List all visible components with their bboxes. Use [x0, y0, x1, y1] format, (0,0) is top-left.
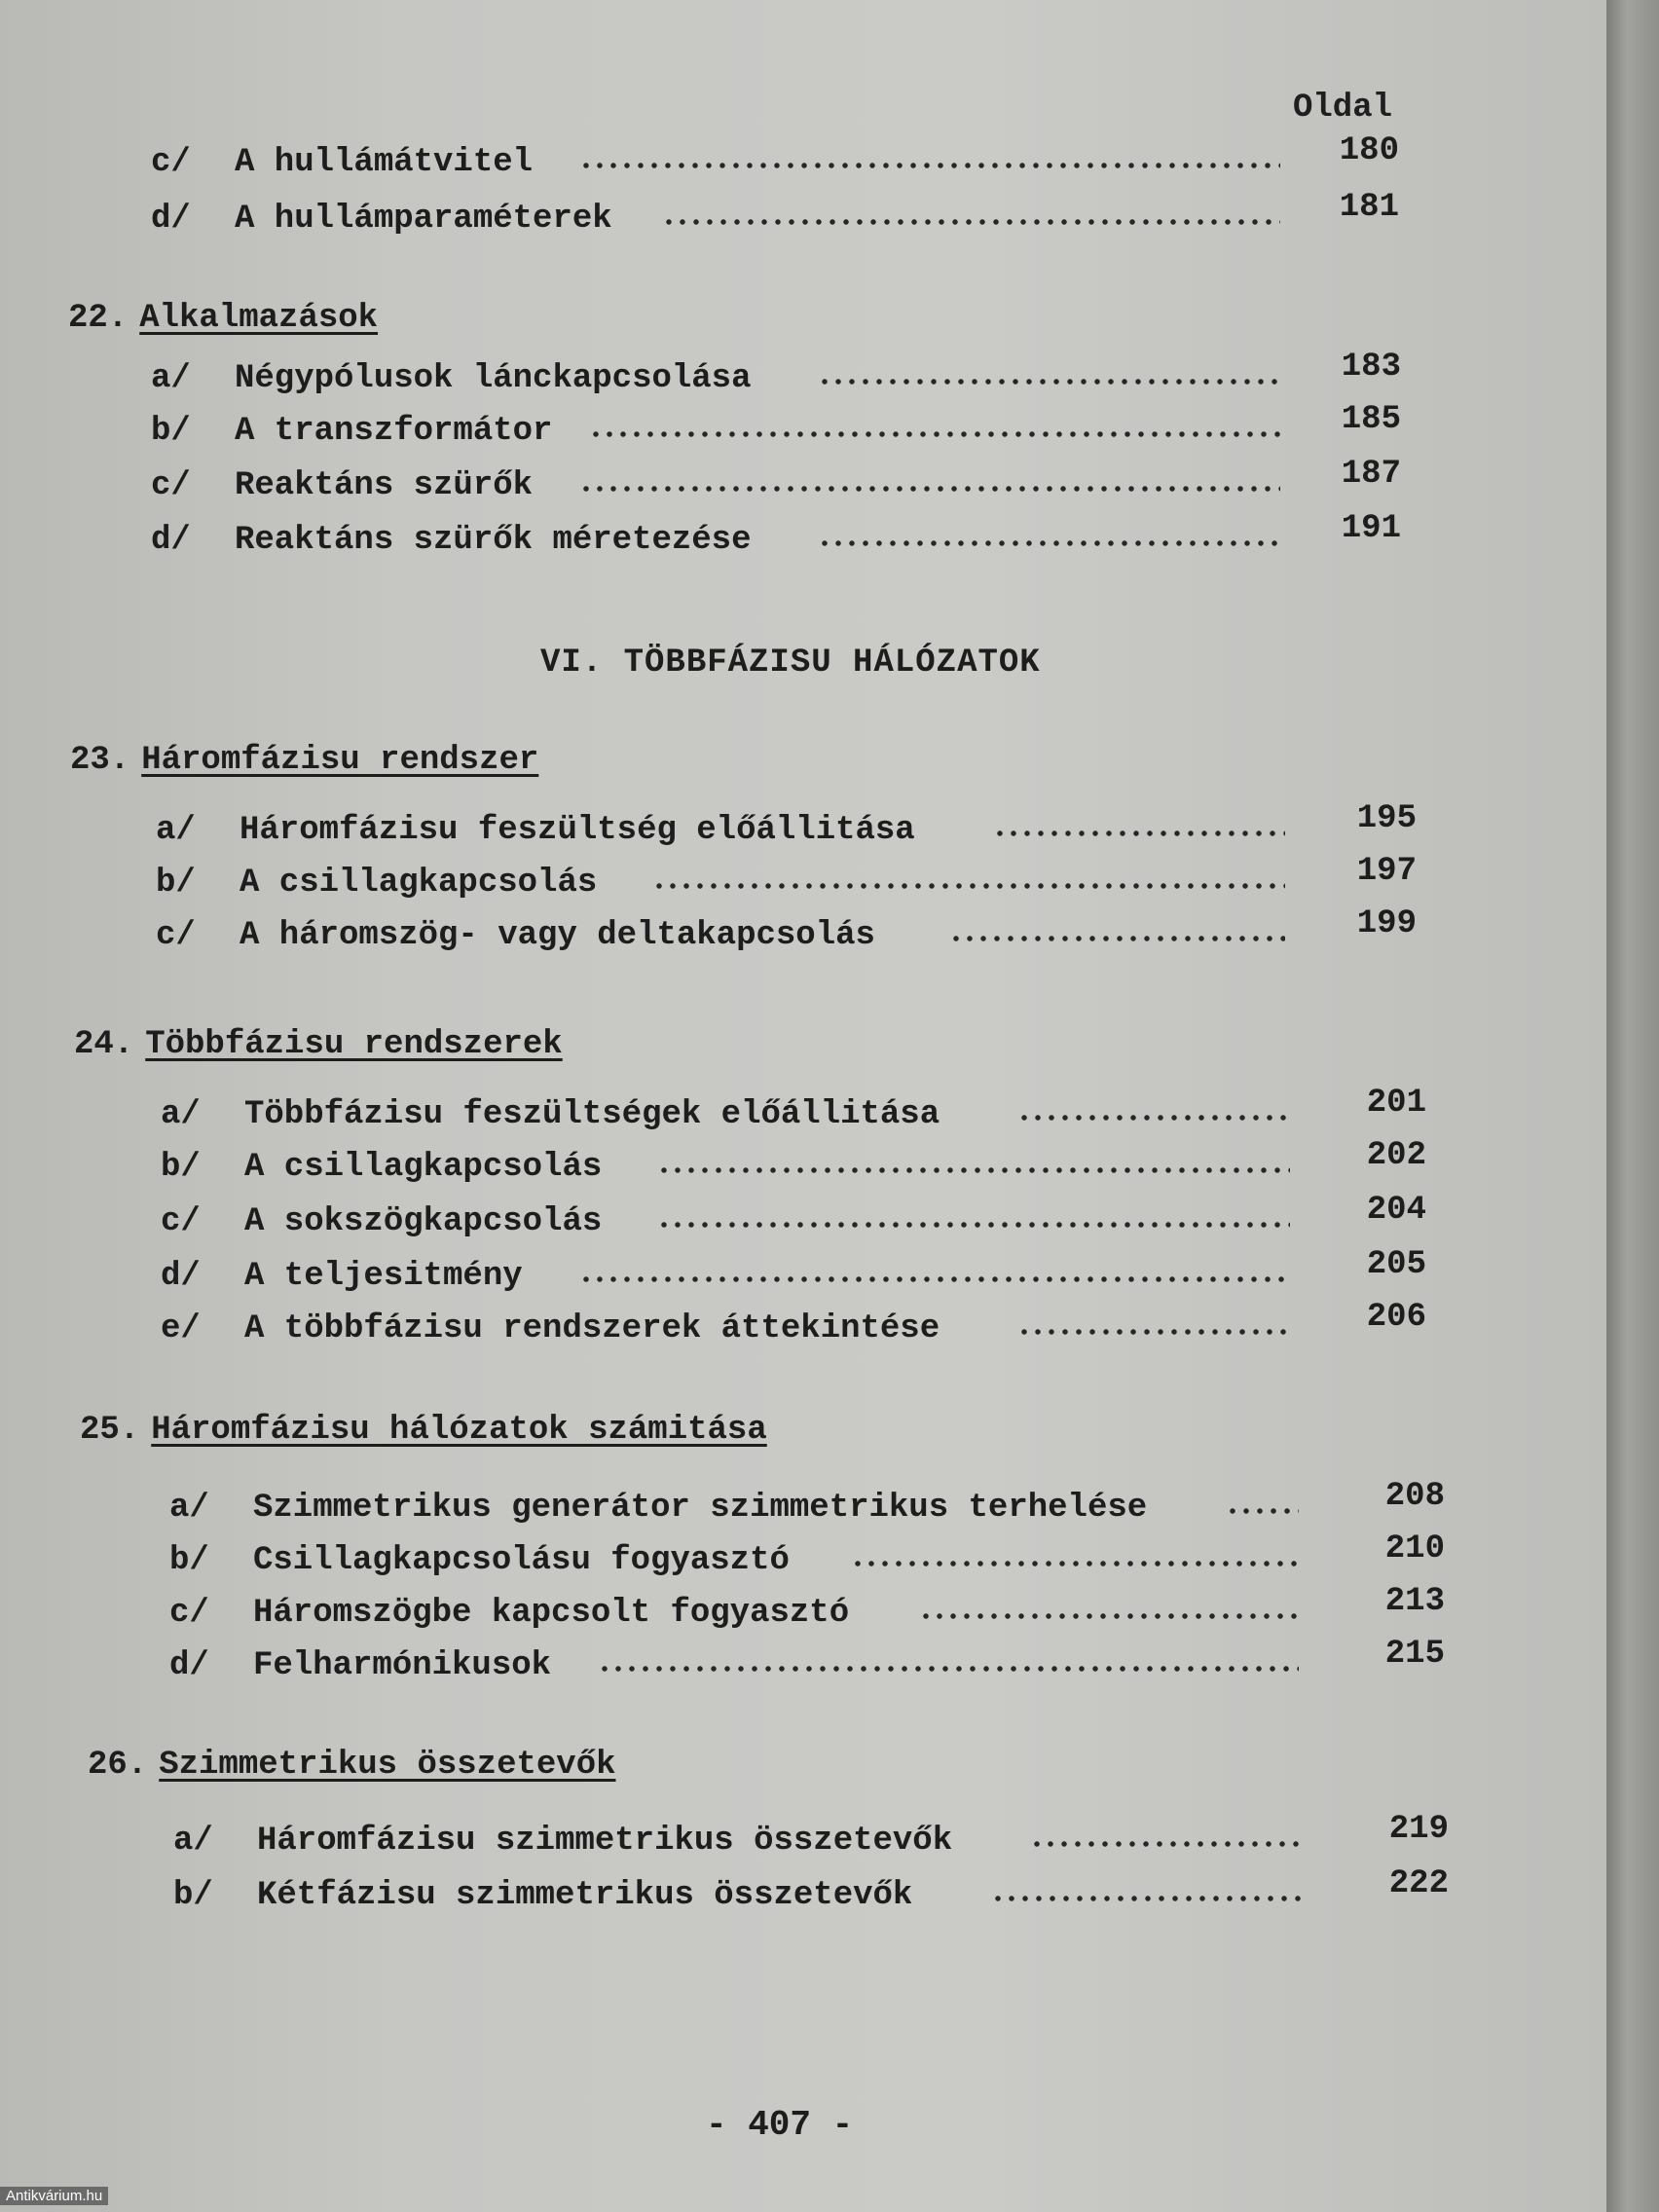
leader-dots: [851, 1560, 1299, 1567]
section-number: 25.: [80, 1412, 140, 1449]
entry-letter: b/: [156, 865, 196, 902]
entry-page: 187: [1341, 456, 1401, 493]
entry-page: 185: [1341, 401, 1401, 438]
leader-dots: [1226, 1507, 1299, 1515]
part-heading: VI. TÖBBFÁZISU HÁLÓZATOK: [540, 645, 1041, 682]
entry-letter: c/: [161, 1203, 201, 1240]
entry-letter: a/: [156, 812, 196, 849]
leader-dots: [1017, 1328, 1290, 1336]
leader-dots: [598, 1665, 1299, 1673]
section-title: Szimmetrikus összetevők: [159, 1747, 616, 1784]
toc-entry: [156, 853, 1417, 907]
entry-letter: a/: [161, 1096, 201, 1133]
toc-entry: [169, 1530, 1445, 1585]
toc-entry: [169, 1478, 1445, 1532]
toc-entry: [151, 132, 1407, 187]
section-number: 26.: [88, 1747, 148, 1784]
entry-letter: c/: [156, 917, 196, 954]
section-title: Többfázisu rendszerek: [145, 1026, 563, 1063]
entry-title: A sokszögkapcsolás: [244, 1203, 603, 1240]
section-heading: [70, 742, 538, 779]
toc-entry: [156, 800, 1417, 855]
toc-entry: [161, 1246, 1426, 1301]
entry-title: Többfázisu feszültségek előállitása: [244, 1096, 940, 1133]
entry-page: 202: [1366, 1137, 1426, 1174]
page-column-label: Oldal: [1293, 90, 1393, 127]
leader-dots: [919, 1612, 1299, 1620]
entry-title: Háromszögbe kapcsolt fogyasztó: [253, 1595, 850, 1632]
entry-title: Reaktáns szürők: [235, 467, 534, 504]
entry-title: Szimmetrikus generátor szimmetrikus terhelése: [253, 1490, 1148, 1527]
leader-dots: [662, 218, 1280, 226]
entry-title: Háromfázisu szimmetrikus összetevők: [257, 1823, 953, 1860]
section-heading: [88, 1747, 616, 1784]
entry-page: 199: [1356, 905, 1417, 942]
entry-title: A többfázisu rendszerek áttekintése: [244, 1310, 940, 1347]
leader-dots: [652, 882, 1285, 890]
leader-dots: [993, 830, 1285, 837]
leader-dots: [818, 378, 1280, 386]
section-heading: [80, 1412, 767, 1449]
section-title: Háromfázisu hálózatok számitása: [151, 1412, 767, 1449]
toc-entry: [151, 189, 1407, 243]
leader-dots: [657, 1166, 1290, 1174]
toc-entry: [161, 1137, 1426, 1192]
entry-letter: b/: [161, 1149, 201, 1186]
entry-title: Csillagkapcsolásu fogyasztó: [253, 1542, 790, 1579]
entry-page: 197: [1356, 853, 1417, 890]
toc-entry: [161, 1085, 1426, 1139]
toc-entry: [169, 1636, 1445, 1690]
toc-entry: [151, 510, 1407, 565]
entry-letter: a/: [169, 1490, 209, 1527]
entry-letter: b/: [151, 413, 191, 450]
entry-title: Felharmónikusok: [253, 1647, 552, 1684]
entry-page: 191: [1341, 510, 1401, 547]
leader-dots: [589, 430, 1280, 438]
toc-entry: [156, 905, 1417, 960]
entry-page: 201: [1366, 1085, 1426, 1122]
entry-letter: b/: [169, 1542, 209, 1579]
entry-page: 222: [1388, 1865, 1449, 1902]
entry-letter: a/: [151, 360, 191, 397]
toc-entry: [151, 401, 1407, 456]
entry-page: 204: [1366, 1192, 1426, 1229]
section-heading: [74, 1026, 563, 1063]
entry-letter: d/: [169, 1647, 209, 1684]
entry-letter: c/: [151, 144, 191, 181]
entry-page: 206: [1366, 1299, 1426, 1336]
leader-dots: [949, 935, 1285, 942]
entry-page: 215: [1384, 1636, 1445, 1673]
entry-title: Reaktáns szürők méretezése: [235, 522, 752, 559]
entry-page: 181: [1339, 189, 1399, 226]
entry-title: Háromfázisu feszültség előállitása: [240, 812, 915, 849]
entry-page: 213: [1384, 1583, 1445, 1620]
toc-entry: [161, 1192, 1426, 1246]
section-number: 22.: [68, 300, 129, 337]
entry-letter: d/: [151, 522, 191, 559]
entry-letter: b/: [173, 1877, 213, 1914]
leader-dots: [1030, 1840, 1303, 1848]
leader-dots: [579, 162, 1280, 169]
entry-title: A csillagkapcsolás: [244, 1149, 603, 1186]
section-title: Háromfázisu rendszer: [141, 742, 539, 779]
toc-entry: [173, 1865, 1449, 1920]
entry-title: A hullámparaméterek: [235, 201, 612, 238]
entry-letter: c/: [169, 1595, 209, 1632]
entry-page: 205: [1366, 1246, 1426, 1283]
entry-letter: e/: [161, 1310, 201, 1347]
entry-letter: d/: [161, 1258, 201, 1295]
entry-page: 210: [1384, 1530, 1445, 1567]
leader-dots: [1017, 1114, 1290, 1122]
section-number: 24.: [74, 1026, 134, 1063]
leader-dots: [657, 1221, 1290, 1229]
entry-page: 183: [1341, 349, 1401, 386]
entry-page: 219: [1388, 1811, 1449, 1848]
entry-page: 208: [1384, 1478, 1445, 1515]
watermark-label: Antikvárium.hu: [0, 2187, 108, 2205]
section-title: Alkalmazások: [139, 300, 379, 337]
entry-letter: d/: [151, 201, 191, 238]
toc-entry: [169, 1583, 1445, 1638]
page-edge: [1606, 0, 1659, 2212]
leader-dots: [579, 1275, 1290, 1283]
leader-dots: [991, 1895, 1303, 1902]
page-number-footer: - 407 -: [706, 2105, 854, 2145]
toc-entry: [161, 1299, 1426, 1353]
entry-title: A háromszög- vagy deltakapcsolás: [240, 917, 875, 954]
section-heading: [68, 300, 378, 337]
section-number: 23.: [70, 742, 130, 779]
entry-title: A transzformátor: [235, 413, 553, 450]
entry-letter: c/: [151, 467, 191, 504]
entry-page: 195: [1356, 800, 1417, 837]
toc-entry: [173, 1811, 1449, 1865]
entry-title: A teljesitmény: [244, 1258, 523, 1295]
toc-entry: [151, 349, 1407, 403]
entry-title: Négypólusok lánckapcsolása: [235, 360, 752, 397]
entry-letter: a/: [173, 1823, 213, 1860]
entry-page: 180: [1339, 132, 1399, 169]
entry-title: A csillagkapcsolás: [240, 865, 598, 902]
leader-dots: [579, 485, 1280, 493]
entry-title: A hullámátvitel: [235, 144, 534, 181]
toc-entry: [151, 456, 1407, 510]
entry-title: Kétfázisu szimmetrikus összetevők: [257, 1877, 913, 1914]
leader-dots: [818, 539, 1280, 547]
